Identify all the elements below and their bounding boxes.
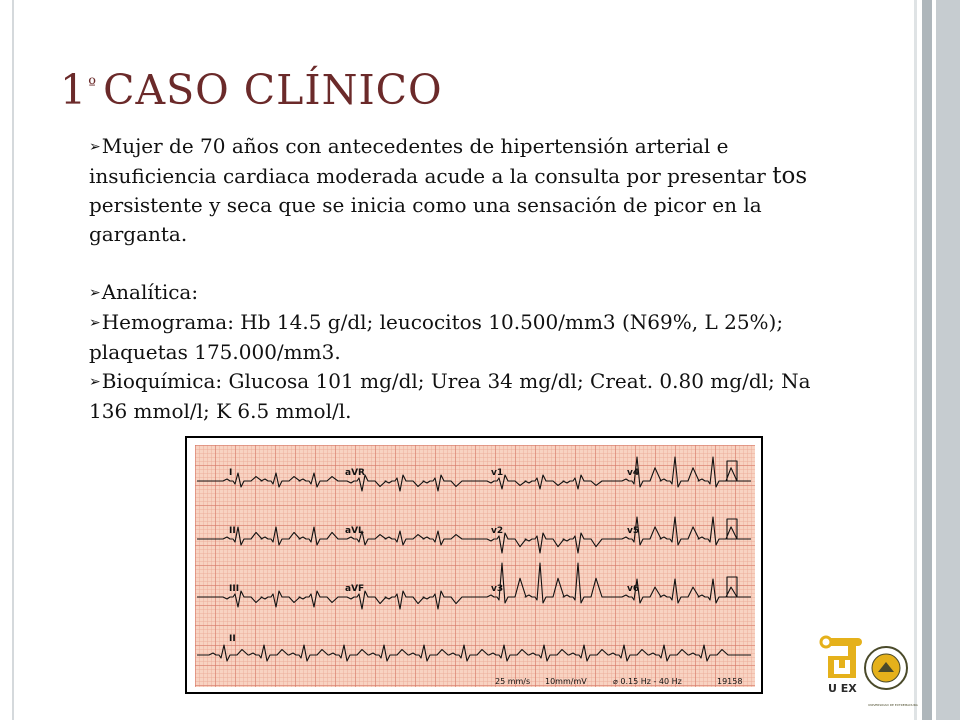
patient-history xyxy=(89,132,849,249)
bioquimica-text: Bioquímica: Glucosa 101 mg/dl; Urea 34 mg/dl; Creat. 0.80 mg/dl; Na 136 mmol/l; K 6.5 mmol/l. xyxy=(89,369,811,423)
ecg-tracing xyxy=(195,445,755,687)
lead-label-aVF: aVF xyxy=(345,584,365,594)
ecg-speed: 25 mm/s xyxy=(495,677,531,686)
arrow-bullet-icon: ➢ xyxy=(89,374,101,390)
ecg-image xyxy=(185,436,763,694)
title-ordinal: º xyxy=(88,75,98,95)
bioquimica-line xyxy=(89,367,849,426)
lead-label-v2: v2 xyxy=(491,526,504,536)
history-tos: tos xyxy=(772,163,808,189)
ecg-filter: ⌀ 0.15 Hz - 40 Hz xyxy=(613,677,682,686)
case-description xyxy=(89,132,849,426)
history-lead: Mujer de 70 años con antecedentes de hipertensión arterial e insuficiencia cardiaca moderada acude a la consulta por presentar xyxy=(89,134,766,188)
lead-label-v5: v5 xyxy=(627,526,640,536)
analitica-label: Analítica: xyxy=(101,280,199,304)
arrow-bullet-icon: ➢ xyxy=(89,139,101,155)
ecg-trace-row xyxy=(197,645,751,661)
lead-label-rhythm-II: II xyxy=(229,634,236,644)
ecg-code: 19158 xyxy=(717,677,743,686)
hemograma-line xyxy=(89,308,849,367)
uex-logo xyxy=(820,637,862,695)
ecg-trace-row xyxy=(197,517,751,553)
lead-label-aVL: aVL xyxy=(345,526,364,536)
seal-text: UNIVERSIDAD DE EXTREMADURA xyxy=(868,703,918,707)
title-text: CASO CLÍNICO xyxy=(103,66,443,114)
history-tail: persistente y seca que se inicia como una sensación de picor en la garganta. xyxy=(89,193,762,246)
uex-text: U EX xyxy=(828,682,857,695)
ecg-trace-row xyxy=(197,457,751,491)
slide-side-decoration xyxy=(914,0,960,720)
analitica-heading xyxy=(89,278,849,308)
lead-label-II: II xyxy=(229,526,236,536)
arrow-bullet-icon: ➢ xyxy=(89,285,101,301)
lead-label-v6: v6 xyxy=(627,584,640,594)
slide-title xyxy=(60,66,443,114)
lead-label-v1: v1 xyxy=(491,468,504,478)
lead-label-III: III xyxy=(229,584,240,594)
university-logos xyxy=(818,632,918,718)
seal-logo xyxy=(865,647,919,707)
ecg-trace-row xyxy=(197,563,751,609)
lead-label-I: I xyxy=(229,468,233,478)
lead-label-aVR: aVR xyxy=(345,468,365,478)
title-number: 1 xyxy=(60,66,88,114)
lead-label-v3: v3 xyxy=(491,584,504,594)
arrow-bullet-icon: ➢ xyxy=(89,315,101,331)
slide-left-rule xyxy=(12,0,14,720)
hemograma-text: Hemograma: Hb 14.5 g/dl; leucocitos 10.500/mm3 (N69%, L 25%); plaquetas 175.000/mm3. xyxy=(89,310,784,364)
lead-label-v4: v4 xyxy=(627,468,640,478)
ecg-gain: 10mm/mV xyxy=(545,677,587,686)
